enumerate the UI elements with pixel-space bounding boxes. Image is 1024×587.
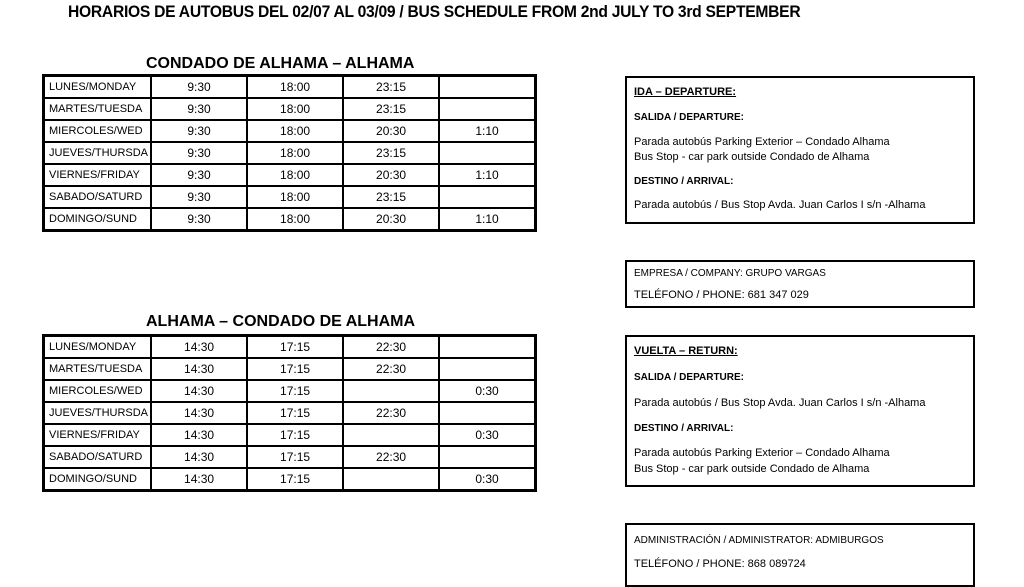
schedule-row [44, 468, 535, 490]
departure-salida-line-2: Bus Stop - car park outside Condado de Alhama [634, 151, 870, 163]
time-cell-4 [439, 358, 535, 380]
time-cell-2: 17:15 [247, 468, 343, 490]
time-cell-3: 22:30 [343, 402, 439, 424]
time-cell-2: 17:15 [247, 402, 343, 424]
time-cell-2: 17:15 [247, 424, 343, 446]
time-cell-2: 18:00 [247, 120, 343, 142]
admin-name: ADMINISTRACIÓN / ADMINISTRATOR: ADMIBURGOS [634, 535, 884, 546]
departure-info-box [625, 76, 975, 224]
time-cell-1: 9:30 [151, 142, 247, 164]
day-cell: VIERNES/FRIDAY [44, 164, 151, 186]
departure-salida-label: SALIDA / DEPARTURE: [634, 112, 744, 123]
schedule-row [44, 380, 535, 402]
time-cell-1: 9:30 [151, 120, 247, 142]
departure-destino-line-1: Parada autobús / Bus Stop Avda. Juan Carlos I s/n -Alhama [634, 199, 926, 211]
time-cell-3: 23:15 [343, 186, 439, 208]
company-phone: TELÉFONO / PHONE: 681 347 029 [634, 289, 809, 301]
time-cell-3 [343, 380, 439, 402]
time-cell-3: 20:30 [343, 164, 439, 186]
time-cell-1: 14:30 [151, 468, 247, 490]
time-cell-1: 14:30 [151, 358, 247, 380]
company-info-box [625, 260, 975, 308]
time-cell-2: 17:15 [247, 380, 343, 402]
schedule-row [44, 142, 535, 164]
schedule-row [44, 98, 535, 120]
schedule-row [44, 208, 535, 230]
outbound-schedule-table [42, 74, 537, 232]
page-title: HORARIOS DE AUTOBUS DEL 02/07 AL 03/09 / BUS SCHEDULE FROM 2nd JULY TO 3rd SEPTEMBER [68, 2, 801, 21]
day-cell: JUEVES/THURSDA [44, 142, 151, 164]
outbound-section-title: CONDADO DE ALHAMA – ALHAMA [146, 55, 415, 72]
return-destino-line-1: Parada autobús Parking Exterior – Condado Alhama [634, 447, 890, 459]
time-cell-1: 9:30 [151, 98, 247, 120]
schedule-row [44, 186, 535, 208]
schedule-row [44, 358, 535, 380]
time-cell-1: 9:30 [151, 186, 247, 208]
day-cell: MIERCOLES/WED [44, 120, 151, 142]
time-cell-4 [439, 142, 535, 164]
time-cell-3: 23:15 [343, 76, 439, 98]
admin-info-box [625, 523, 975, 587]
time-cell-4 [439, 402, 535, 424]
schedule-row [44, 402, 535, 424]
time-cell-2: 18:00 [247, 142, 343, 164]
return-destino-label: DESTINO / ARRIVAL: [634, 423, 734, 434]
departure-header: IDA – DEPARTURE: [634, 86, 737, 98]
time-cell-3: 22:30 [343, 358, 439, 380]
time-cell-4 [439, 76, 535, 98]
time-cell-2: 18:00 [247, 98, 343, 120]
return-destino-line-2: Bus Stop - car park outside Condado de Alhama [634, 463, 870, 475]
day-cell: SABADO/SATURD [44, 446, 151, 468]
time-cell-3 [343, 468, 439, 490]
schedule-row [44, 76, 535, 98]
return-header: VUELTA – RETURN: [634, 345, 738, 357]
schedule-row [44, 446, 535, 468]
time-cell-4 [439, 186, 535, 208]
return-info-box [625, 335, 975, 487]
departure-salida-line-1: Parada autobús Parking Exterior – Condado Alhama [634, 136, 890, 148]
time-cell-3: 22:30 [343, 336, 439, 358]
time-cell-3: 23:15 [343, 98, 439, 120]
time-cell-1: 14:30 [151, 402, 247, 424]
time-cell-4 [439, 98, 535, 120]
time-cell-4: 0:30 [439, 424, 535, 446]
time-cell-2: 17:15 [247, 358, 343, 380]
day-cell: MARTES/TUESDA [44, 358, 151, 380]
time-cell-1: 14:30 [151, 446, 247, 468]
time-cell-3: 20:30 [343, 120, 439, 142]
time-cell-3: 20:30 [343, 208, 439, 230]
time-cell-1: 14:30 [151, 380, 247, 402]
schedule-row [44, 120, 535, 142]
day-cell: LUNES/MONDAY [44, 336, 151, 358]
schedule-row [44, 336, 535, 358]
return-section-title: ALHAMA – CONDADO DE ALHAMA [146, 313, 416, 330]
day-cell: LUNES/MONDAY [44, 76, 151, 98]
departure-destino-label: DESTINO / ARRIVAL: [634, 176, 734, 187]
time-cell-4: 0:30 [439, 380, 535, 402]
day-cell: JUEVES/THURSDA [44, 402, 151, 424]
time-cell-1: 9:30 [151, 164, 247, 186]
time-cell-1: 9:30 [151, 208, 247, 230]
day-cell: SABADO/SATURD [44, 186, 151, 208]
time-cell-1: 14:30 [151, 336, 247, 358]
time-cell-3: 23:15 [343, 142, 439, 164]
time-cell-1: 9:30 [151, 76, 247, 98]
time-cell-4 [439, 336, 535, 358]
time-cell-2: 18:00 [247, 164, 343, 186]
time-cell-3 [343, 424, 439, 446]
time-cell-1: 14:30 [151, 424, 247, 446]
time-cell-4 [439, 446, 535, 468]
time-cell-2: 17:15 [247, 336, 343, 358]
day-cell: DOMINGO/SUND [44, 208, 151, 230]
day-cell: VIERNES/FRIDAY [44, 424, 151, 446]
schedule-row [44, 164, 535, 186]
time-cell-4: 1:10 [439, 120, 535, 142]
time-cell-2: 17:15 [247, 446, 343, 468]
day-cell: DOMINGO/SUND [44, 468, 151, 490]
time-cell-4: 1:10 [439, 164, 535, 186]
company-name: EMPRESA / COMPANY: GRUPO VARGAS [634, 268, 826, 279]
admin-phone: TELÉFONO / PHONE: 868 089724 [634, 558, 806, 570]
time-cell-3: 22:30 [343, 446, 439, 468]
time-cell-4: 0:30 [439, 468, 535, 490]
schedule-row [44, 424, 535, 446]
time-cell-2: 18:00 [247, 76, 343, 98]
time-cell-2: 18:00 [247, 186, 343, 208]
return-salida-line-1: Parada autobús / Bus Stop Avda. Juan Carlos I s/n -Alhama [634, 397, 926, 409]
time-cell-2: 18:00 [247, 208, 343, 230]
return-schedule-table [42, 334, 537, 492]
day-cell: MARTES/TUESDA [44, 98, 151, 120]
time-cell-4: 1:10 [439, 208, 535, 230]
day-cell: MIERCOLES/WED [44, 380, 151, 402]
return-salida-label: SALIDA / DEPARTURE: [634, 372, 744, 383]
